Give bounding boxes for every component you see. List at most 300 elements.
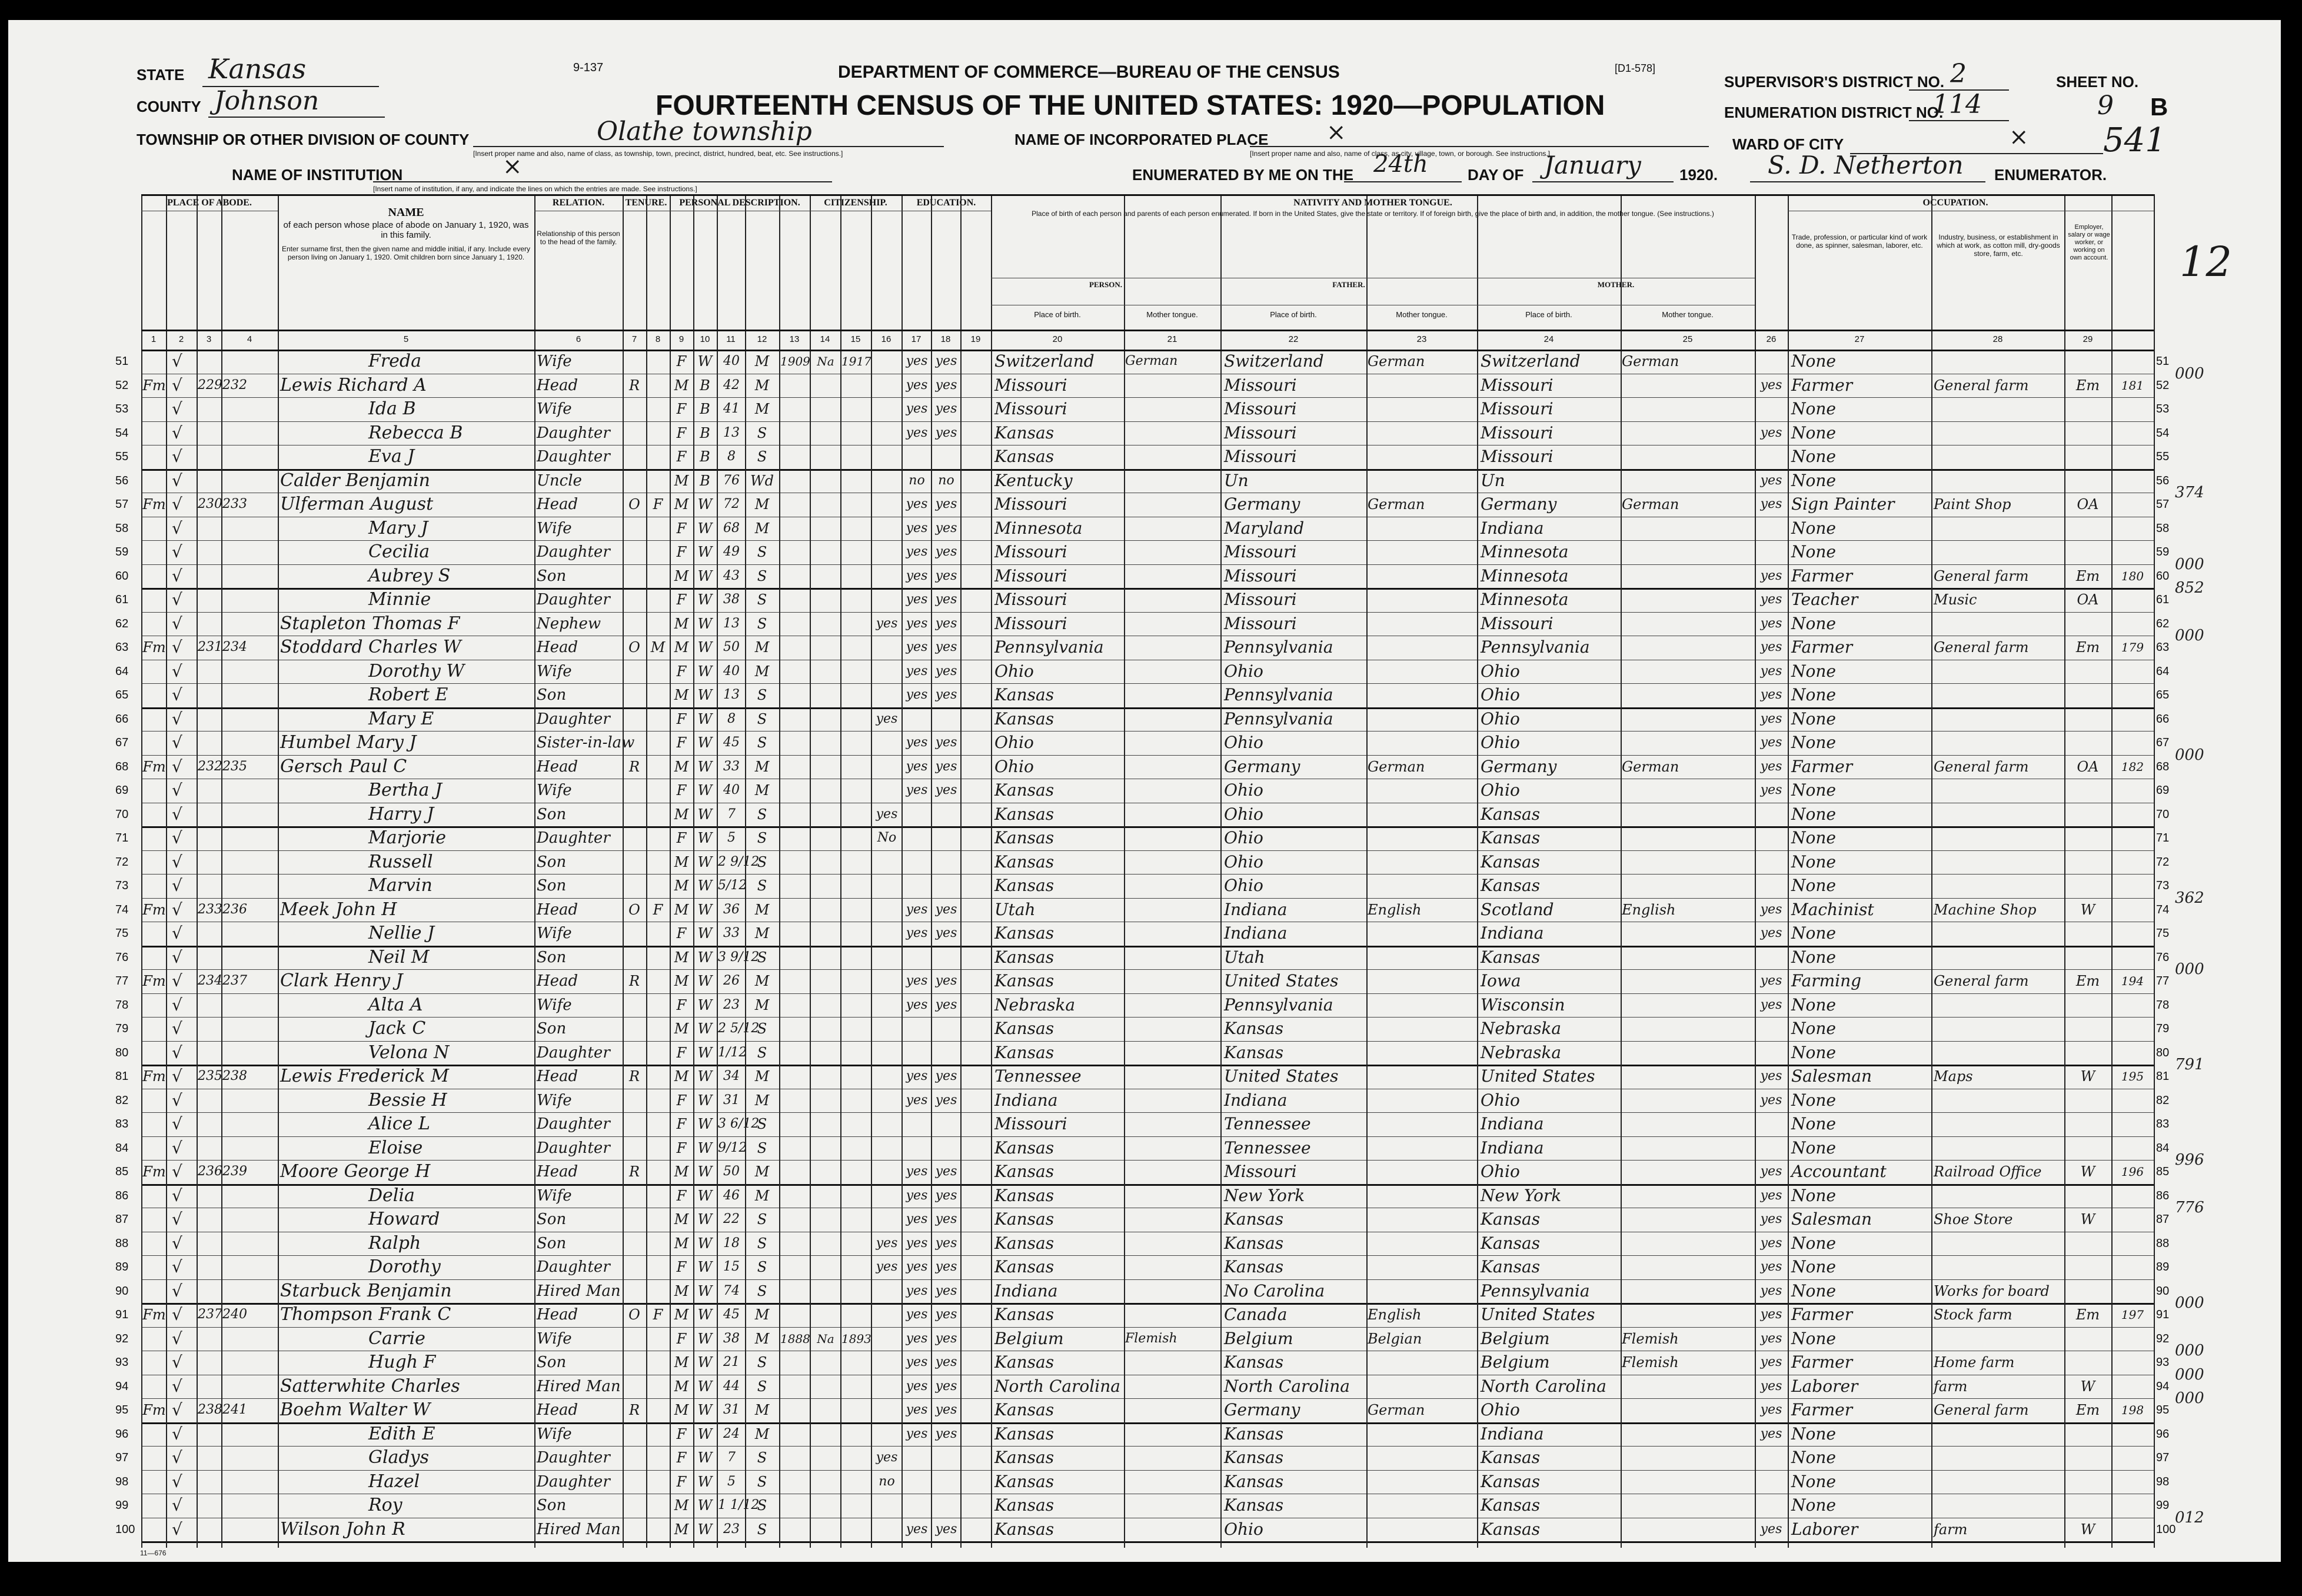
- enumerated-day: 24th: [1373, 151, 1428, 178]
- group-name: NAME: [388, 206, 424, 219]
- column-number: 25: [1682, 334, 1693, 344]
- cell-fbp: Ohio: [1224, 1519, 1263, 1539]
- column-rule: [2111, 194, 2113, 1548]
- cell-age: 21: [723, 1355, 740, 1369]
- cell-race: W: [697, 1187, 713, 1204]
- cell-race: W: [697, 1259, 713, 1275]
- cell-fbp: Missouri: [1224, 590, 1297, 609]
- employer-header: Employer, salary or wage worker, or working on own account.: [2068, 224, 2110, 261]
- cell-race: W: [697, 1020, 713, 1037]
- cell-imm: 1888: [780, 1331, 810, 1346]
- cell-eng: yes: [1760, 377, 1782, 393]
- cell-ind: Paint Shop: [1934, 496, 2011, 513]
- cell-fbp: Indiana: [1224, 1090, 1288, 1110]
- cell-fbp: Ohio: [1224, 661, 1263, 681]
- cell-wr: no: [938, 473, 954, 488]
- cell-sch: yes: [876, 1259, 898, 1274]
- line-number: 84: [115, 1141, 129, 1155]
- line-number-right: 83: [2156, 1118, 2170, 1130]
- column-number: 19: [970, 334, 981, 344]
- cell-race: B: [700, 472, 710, 489]
- cell-rd: yes: [906, 377, 928, 393]
- group-mother: MOTHER.: [1597, 280, 1635, 289]
- cell-mbp: Iowa: [1481, 971, 1521, 990]
- line-number: 99: [115, 1499, 129, 1512]
- cell-bp: Belgium: [994, 1328, 1064, 1348]
- cell-fbp: Ohio: [1224, 852, 1263, 872]
- cell-eng: yes: [1760, 711, 1782, 726]
- cell-mar: M: [754, 925, 770, 942]
- cell-eng: yes: [1760, 902, 1782, 917]
- cell-sex: M: [674, 1306, 689, 1323]
- cell-sex: M: [674, 472, 689, 489]
- cell-age: 23: [723, 997, 740, 1012]
- line-number-right: 89: [2156, 1261, 2170, 1274]
- cell-mort: F: [653, 496, 663, 513]
- line-number-right: 91: [2156, 1308, 2170, 1321]
- cell-ind: Music: [1934, 591, 1977, 608]
- line-number-right: 96: [2156, 1427, 2170, 1441]
- cell-ind: Machine Shop: [1934, 901, 2037, 918]
- group-abode: PLACE OF ABODE.: [167, 198, 252, 208]
- cell-occ: None: [1791, 685, 1836, 704]
- cell-imm: 1909: [780, 354, 810, 368]
- cell-occ: Farmer: [1791, 375, 1853, 395]
- cell-wr: yes: [935, 377, 957, 393]
- line-number-right: 60: [2156, 569, 2170, 583]
- line-number: 63: [115, 641, 129, 654]
- cell-ind: General farm: [1934, 639, 2029, 656]
- cell-rel: Son: [537, 1497, 567, 1514]
- cell-mbp: Germany: [1481, 756, 1557, 776]
- cell-fbp: Canada: [1224, 1305, 1288, 1324]
- cell-race: W: [697, 973, 713, 989]
- cell-own: R: [628, 1068, 640, 1085]
- cell-bp: Kansas: [994, 1257, 1054, 1276]
- column-rule: [960, 194, 962, 1548]
- cell-eng: yes: [1760, 1188, 1782, 1203]
- column-number: 29: [2083, 334, 2093, 344]
- cell-eng: yes: [1760, 568, 1782, 583]
- cell-rel: Son: [537, 686, 567, 704]
- column-number: 27: [1854, 334, 1865, 344]
- cell-mbp: Switzerland: [1481, 351, 1581, 371]
- margin-code: 000: [2175, 1294, 2204, 1312]
- cell-race: W: [697, 520, 713, 537]
- cell-eng: yes: [1760, 1521, 1782, 1537]
- cell-fbp: Missouri: [1224, 423, 1297, 443]
- line-number: 91: [115, 1308, 129, 1321]
- line-number-right: 67: [2156, 736, 2170, 749]
- line-number: 90: [115, 1284, 129, 1298]
- cell-rel: Head: [537, 1068, 578, 1085]
- census-title: FOURTEENTH CENSUS OF THE UNITED STATES: 1920—POPULATION: [656, 90, 1605, 121]
- cell-own: O: [628, 496, 640, 513]
- cell-age: 50: [723, 1164, 740, 1179]
- visitation-check-icon: √: [172, 542, 182, 561]
- cell-rel: Daughter: [537, 1115, 610, 1133]
- trade-header: Trade, profession, or particular kind of work done, as spinner, salesman, laborer, etc.: [1791, 233, 1928, 250]
- cell-ft: English: [1368, 1306, 1422, 1323]
- line-number-right: 86: [2156, 1189, 2170, 1202]
- cell-mort: M: [650, 639, 666, 656]
- cell-occ: Teacher: [1791, 590, 1858, 609]
- cell-mbp: Kansas: [1481, 947, 1541, 967]
- header-rule: [141, 330, 2154, 331]
- cell-age: 33: [723, 926, 740, 940]
- cell-fbp: Kansas: [1224, 1471, 1284, 1491]
- visitation-check-icon: √: [172, 1019, 182, 1038]
- cell-eng: yes: [1760, 1212, 1782, 1226]
- cell-eng: yes: [1760, 1164, 1782, 1179]
- line-number: 57: [115, 498, 129, 511]
- cell-age: 7: [727, 806, 736, 822]
- cell-dw: 234: [198, 973, 222, 988]
- line-number-right: 97: [2156, 1451, 2170, 1464]
- cell-rel: Daughter: [537, 1449, 610, 1467]
- cell-farm: 194: [2121, 974, 2144, 988]
- column-number: 5: [403, 334, 409, 344]
- column-rule: [1477, 194, 1478, 1548]
- cell-fbp: Kansas: [1224, 1352, 1284, 1372]
- cell-age: 3 9/12: [718, 949, 760, 965]
- enumeration-value: 114: [1932, 89, 1982, 119]
- visitation-check-icon: √: [172, 1519, 182, 1539]
- cell-mar: M: [754, 1068, 770, 1085]
- cell-mar: M: [754, 1187, 770, 1204]
- county-label: COUNTY: [137, 98, 201, 115]
- cell-fbp: Pennsylvania: [1224, 637, 1333, 657]
- line-number-right: 100: [2156, 1522, 2176, 1536]
- line-number-right: 61: [2156, 593, 2170, 606]
- visitation-check-icon: √: [172, 804, 182, 824]
- cell-sex: M: [674, 949, 689, 966]
- cell-name: Wilson John R: [280, 1518, 405, 1540]
- cell-mar: M: [754, 758, 770, 775]
- cell-own: R: [628, 1163, 640, 1180]
- cell-bp: Ohio: [994, 661, 1034, 681]
- line-number-right: 58: [2156, 521, 2170, 535]
- line-number-right: 94: [2156, 1379, 2170, 1393]
- column-rule: [931, 194, 932, 1548]
- cell-ind: General farm: [1934, 567, 2029, 584]
- cell-mbp: Kansas: [1481, 1495, 1541, 1515]
- cell-rel: Daughter: [537, 1139, 610, 1157]
- cell-occ: None: [1791, 1185, 1836, 1205]
- enumerated-label: ENUMERATED BY ME ON THE: [1132, 166, 1354, 184]
- cell-ny: 1917: [841, 354, 871, 368]
- cell-race: W: [697, 1354, 713, 1371]
- cell-fbp: Missouri: [1224, 613, 1297, 633]
- cell-fbp: North Carolina: [1224, 1376, 1350, 1396]
- cell-sex: F: [676, 401, 687, 417]
- cell-sex: F: [676, 448, 687, 465]
- line-number-right: 52: [2156, 378, 2170, 392]
- cell-rd: yes: [906, 1521, 928, 1537]
- cell-race: B: [700, 424, 710, 441]
- cell-own: R: [628, 973, 640, 989]
- column-rule: [717, 194, 718, 1548]
- cell-name: Hazel: [368, 1471, 420, 1492]
- visitation-check-icon: √: [172, 447, 182, 466]
- cell-occ: Accountant: [1791, 1162, 1887, 1181]
- cell-st: Fm: [142, 1306, 166, 1323]
- cell-sch: yes: [876, 711, 898, 726]
- line-number: 61: [115, 593, 129, 606]
- cell-fbp: Ohio: [1224, 828, 1263, 847]
- cell-fbp: Utah: [1224, 947, 1265, 967]
- cell-mar: M: [754, 973, 770, 989]
- cell-name: Roy: [368, 1495, 402, 1515]
- cell-eng: yes: [1760, 1355, 1782, 1369]
- cell-sex: M: [674, 1402, 689, 1418]
- cell-age: 9/12: [718, 1140, 747, 1155]
- cell-dw: 238: [198, 1402, 222, 1417]
- cell-mar: S: [757, 1282, 767, 1299]
- cell-rel: Uncle: [537, 471, 582, 490]
- cell-mar: S: [757, 615, 767, 632]
- visitation-check-icon: √: [172, 995, 182, 1015]
- visitation-check-icon: √: [172, 1257, 182, 1276]
- visitation-check-icon: √: [172, 1209, 182, 1229]
- cell-mbp: North Carolina: [1481, 1376, 1606, 1396]
- cell-rel: Daughter: [537, 448, 610, 466]
- column-rule: [779, 194, 780, 1548]
- cell-wr: yes: [935, 1069, 957, 1083]
- cell-age: 76: [723, 473, 740, 488]
- cell-fam: 237: [222, 973, 247, 988]
- cell-bp: Switzerland: [994, 351, 1095, 371]
- cell-sex: F: [676, 734, 687, 751]
- cell-st: Fm: [142, 496, 166, 513]
- cell-mar: S: [757, 949, 767, 966]
- cell-rel: Son: [537, 877, 567, 895]
- cell-mbp: Ohio: [1481, 709, 1520, 729]
- cell-wr: yes: [935, 544, 957, 559]
- column-rule: [1220, 194, 1222, 1548]
- cell-age: 15: [723, 1259, 740, 1274]
- column-number: 12: [757, 334, 767, 344]
- cell-sch: no: [879, 1474, 895, 1489]
- cell-ind: Railroad Office: [1934, 1163, 2042, 1180]
- cell-rel: Head: [537, 757, 578, 776]
- supervisor-value: 2: [1950, 59, 1967, 89]
- cell-fbp: Missouri: [1224, 566, 1297, 586]
- mother-tongue-header: Mother tongue.: [1662, 310, 1714, 319]
- cell-mar: S: [757, 877, 767, 894]
- cell-name: Edith E: [368, 1423, 435, 1444]
- cell-st: Fm: [142, 639, 166, 656]
- cell-occ: Machinist: [1791, 899, 1874, 919]
- cell-rel: Head: [537, 972, 578, 990]
- cell-bp: Missouri: [994, 494, 1067, 514]
- cell-name: Lewis Frederick M: [280, 1066, 449, 1086]
- line-number: 52: [115, 378, 129, 392]
- cell-fbp: Un: [1224, 470, 1249, 490]
- census-table: [115, 194, 2176, 1548]
- cell-bp: Kansas: [994, 1519, 1054, 1539]
- group-personal: PERSONAL DESCRIPTION.: [679, 198, 800, 208]
- visitation-check-icon: √: [172, 518, 182, 538]
- cell-occ: Salesman: [1791, 1209, 1872, 1229]
- cell-mbp: Kansas: [1481, 1448, 1541, 1467]
- cell-sex: M: [674, 567, 689, 584]
- visitation-check-icon: √: [172, 923, 182, 943]
- cell-emp: Em: [2075, 1402, 2100, 1418]
- cell-mbp: Pennsylvania: [1481, 637, 1590, 657]
- enumerator-name: S. D. Netherton: [1768, 151, 1964, 179]
- cell-rel: Son: [537, 1020, 567, 1038]
- cell-sex: M: [674, 877, 689, 894]
- cell-bp: Kansas: [994, 1424, 1054, 1444]
- cell-rd: yes: [906, 783, 928, 797]
- institution-underline: [373, 181, 832, 182]
- line-number-right: 77: [2156, 975, 2170, 987]
- cell-rd: yes: [906, 1378, 928, 1394]
- cell-rel: Son: [537, 805, 567, 823]
- cell-race: W: [697, 806, 713, 823]
- cell-bp: Kansas: [994, 1138, 1054, 1158]
- cell-occ: None: [1791, 733, 1836, 752]
- cell-age: 5: [727, 830, 736, 845]
- visitation-check-icon: √: [172, 899, 182, 919]
- cell-rel: Wife: [537, 782, 572, 799]
- cell-fbp: New York: [1224, 1185, 1305, 1205]
- cell-sex: M: [674, 973, 689, 989]
- cell-fbp: Tennessee: [1224, 1114, 1311, 1133]
- line-number-right: 72: [2156, 855, 2170, 869]
- cell-age: 68: [723, 520, 740, 536]
- cell-mbp: Kansas: [1481, 1471, 1541, 1491]
- cell-bp: Kansas: [994, 804, 1054, 824]
- cell-age: 38: [723, 1331, 740, 1346]
- cell-fbp: Tennessee: [1224, 1138, 1311, 1158]
- column-number: 8: [655, 334, 661, 344]
- cell-occ: None: [1791, 1328, 1836, 1348]
- cell-rel: Son: [537, 567, 567, 585]
- cell-mar: S: [757, 687, 767, 703]
- cell-race: W: [697, 567, 713, 584]
- cell-name: Alta A: [368, 994, 423, 1015]
- cell-race: W: [697, 1425, 713, 1442]
- line-number-right: 87: [2156, 1213, 2170, 1226]
- cell-eng: yes: [1760, 926, 1782, 940]
- margin-code: 000: [2175, 364, 2204, 383]
- cell-race: W: [697, 1163, 713, 1180]
- cell-age: 41: [723, 401, 740, 416]
- line-number: 77: [115, 975, 129, 987]
- column-rule: [840, 194, 841, 1548]
- cell-occ: None: [1791, 1233, 1836, 1253]
- cell-fbp: Missouri: [1224, 1162, 1297, 1181]
- cell-wr: yes: [935, 1378, 957, 1394]
- cell-bp: Kentucky: [994, 470, 1073, 490]
- line-number: 62: [115, 617, 129, 630]
- cell-bp: Kansas: [994, 1305, 1054, 1324]
- cell-occ: None: [1791, 1042, 1836, 1062]
- line-number-right: 88: [2156, 1236, 2170, 1250]
- cell-sex: M: [674, 377, 689, 394]
- column-number: 2: [178, 334, 184, 344]
- cell-wr: yes: [935, 616, 957, 631]
- cell-wr: yes: [935, 1521, 957, 1537]
- cell-fbp: Missouri: [1224, 447, 1297, 466]
- visitation-check-icon: √: [172, 876, 182, 895]
- cell-race: W: [697, 1497, 713, 1514]
- cell-rd: yes: [906, 497, 928, 511]
- father-tongue-header: Mother tongue.: [1396, 310, 1448, 319]
- cell-mbp: Kansas: [1481, 804, 1541, 824]
- column-rule: [623, 194, 624, 1548]
- visitation-check-icon: √: [172, 1424, 182, 1444]
- cell-mt: Flemish: [1622, 1354, 1679, 1371]
- cell-occ: None: [1791, 709, 1836, 729]
- cell-mbp: Ohio: [1481, 733, 1520, 752]
- cell-rel: Wife: [537, 925, 572, 942]
- state-value: Kansas: [208, 53, 307, 85]
- cell-sch: yes: [876, 806, 898, 822]
- cell-bt: German: [1125, 354, 1178, 368]
- cell-sex: F: [676, 663, 687, 680]
- cell-eng: yes: [1760, 473, 1782, 488]
- cell-mbp: Scotland: [1481, 899, 1554, 919]
- cell-farm: 195: [2121, 1069, 2144, 1083]
- cell-sex: M: [674, 806, 689, 823]
- cell-name: Rebecca B: [368, 422, 463, 443]
- ward-value: ×: [2009, 124, 2029, 151]
- cell-bp: Kansas: [994, 1495, 1054, 1515]
- line-number-right: 56: [2156, 474, 2170, 487]
- cell-race: W: [697, 544, 713, 560]
- cell-dw: 233: [198, 902, 222, 917]
- cell-name: Nellie J: [368, 923, 435, 943]
- visitation-check-icon: √: [172, 1114, 182, 1133]
- township-value: Olathe township: [597, 117, 812, 147]
- cell-rd: yes: [906, 663, 928, 679]
- cell-fbp: Germany: [1224, 494, 1300, 514]
- cell-ind: General farm: [1934, 758, 2029, 775]
- cell-own: R: [628, 377, 640, 394]
- cell-race: W: [697, 1306, 713, 1323]
- group-occupation: OCCUPATION.: [1922, 198, 1988, 208]
- cell-rel: Son: [537, 1234, 567, 1252]
- cell-name: Mary E: [368, 708, 434, 729]
- cell-age: 13: [723, 616, 740, 631]
- cell-occ: None: [1791, 1114, 1836, 1133]
- cell-age: 45: [723, 1307, 740, 1322]
- line-number: 87: [115, 1213, 129, 1226]
- line-number-right: 53: [2156, 403, 2170, 415]
- cell-name: Carrie: [368, 1328, 425, 1349]
- cell-mbp: Kansas: [1481, 1257, 1541, 1276]
- cell-rd: yes: [906, 1212, 928, 1226]
- enumeration-underline: [1909, 120, 2009, 121]
- cell-name: Harry J: [368, 803, 434, 824]
- cell-mbp: Ohio: [1481, 1162, 1520, 1181]
- place-note: [Insert proper name and also, name of class, as city, village, town, or borough. See instructions.]: [1250, 149, 1551, 158]
- cell-age: 46: [723, 1188, 740, 1203]
- cell-st: Fm: [142, 1402, 166, 1418]
- cell-race: W: [697, 639, 713, 656]
- cell-mar: M: [754, 782, 770, 799]
- cell-race: W: [697, 1402, 713, 1418]
- cell-age: 8: [727, 449, 736, 464]
- cell-sex: F: [676, 996, 687, 1013]
- cell-mar: M: [754, 1163, 770, 1180]
- cell-age: 42: [723, 377, 740, 393]
- cell-bp: Ohio: [994, 733, 1034, 752]
- cell-age: 74: [723, 1283, 740, 1298]
